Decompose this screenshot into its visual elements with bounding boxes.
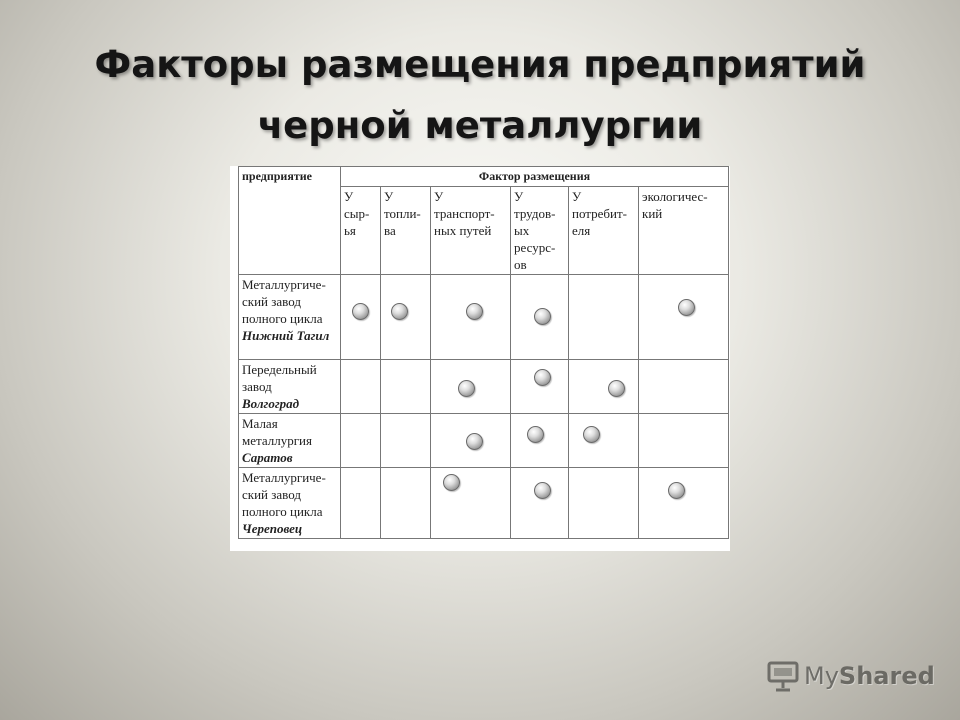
factor-header-transport: У транспорт-ных путей <box>431 187 511 275</box>
table-row <box>239 468 729 539</box>
enterprise-type: Металлургиче-ский завод полного цикла <box>242 470 326 519</box>
enterprise-cell <box>239 360 341 414</box>
enterprise-city: Волгоград <box>242 396 300 411</box>
factor-marker <box>534 369 551 386</box>
table-row <box>239 360 729 414</box>
factor-marker <box>534 482 551 499</box>
factor-group-header: Фактор размещения <box>341 167 729 187</box>
table-image-card <box>230 166 730 551</box>
table-row <box>239 275 729 360</box>
factor-marker <box>583 426 600 443</box>
brand-prefix: My <box>804 662 839 690</box>
factor-marker <box>534 308 551 325</box>
slide-title <box>0 34 960 156</box>
enterprise-cell <box>239 275 341 360</box>
enterprise-type: Малая металлургия <box>242 416 312 448</box>
placement-factors-table <box>238 166 729 539</box>
factor-marker <box>458 380 475 397</box>
factor-marker <box>466 303 483 320</box>
factor-header-labor: У трудов-ых ресурс-ов <box>511 187 569 275</box>
slide-title-line-2: черной металлургии <box>257 104 703 147</box>
factor-marker <box>527 426 544 443</box>
factor-marker <box>608 380 625 397</box>
factor-marker <box>352 303 369 320</box>
brand-suffix: Shared <box>838 662 935 690</box>
slide-title-line-1: Факторы размещения предприятий <box>94 43 866 86</box>
factor-header-fuel: У топли-ва <box>381 187 431 275</box>
factor-header-ecological: экологичес-кий <box>639 187 729 275</box>
factor-marker <box>678 299 695 316</box>
presentation-board-icon <box>766 659 800 693</box>
enterprise-cell <box>239 414 341 468</box>
factor-marker <box>391 303 408 320</box>
myshared-watermark <box>766 656 935 696</box>
enterprise-type: Металлургиче-ский завод полного цикла <box>242 277 326 326</box>
table-row <box>239 414 729 468</box>
enterprise-city: Нижний Тагил <box>242 328 330 343</box>
brand-name <box>804 662 935 690</box>
enterprise-type: Передельный завод <box>242 362 317 394</box>
enterprise-city: Череповец <box>242 521 303 536</box>
enterprise-city: Саратов <box>242 450 293 465</box>
enterprise-cell <box>239 468 341 539</box>
factor-header-raw-materials: У сыр-ья <box>341 187 381 275</box>
factor-header-consumer: У потребит-еля <box>569 187 639 275</box>
factor-marker <box>443 474 460 491</box>
factor-marker <box>668 482 685 499</box>
factor-marker <box>466 433 483 450</box>
corner-header: предприятие <box>239 167 341 275</box>
